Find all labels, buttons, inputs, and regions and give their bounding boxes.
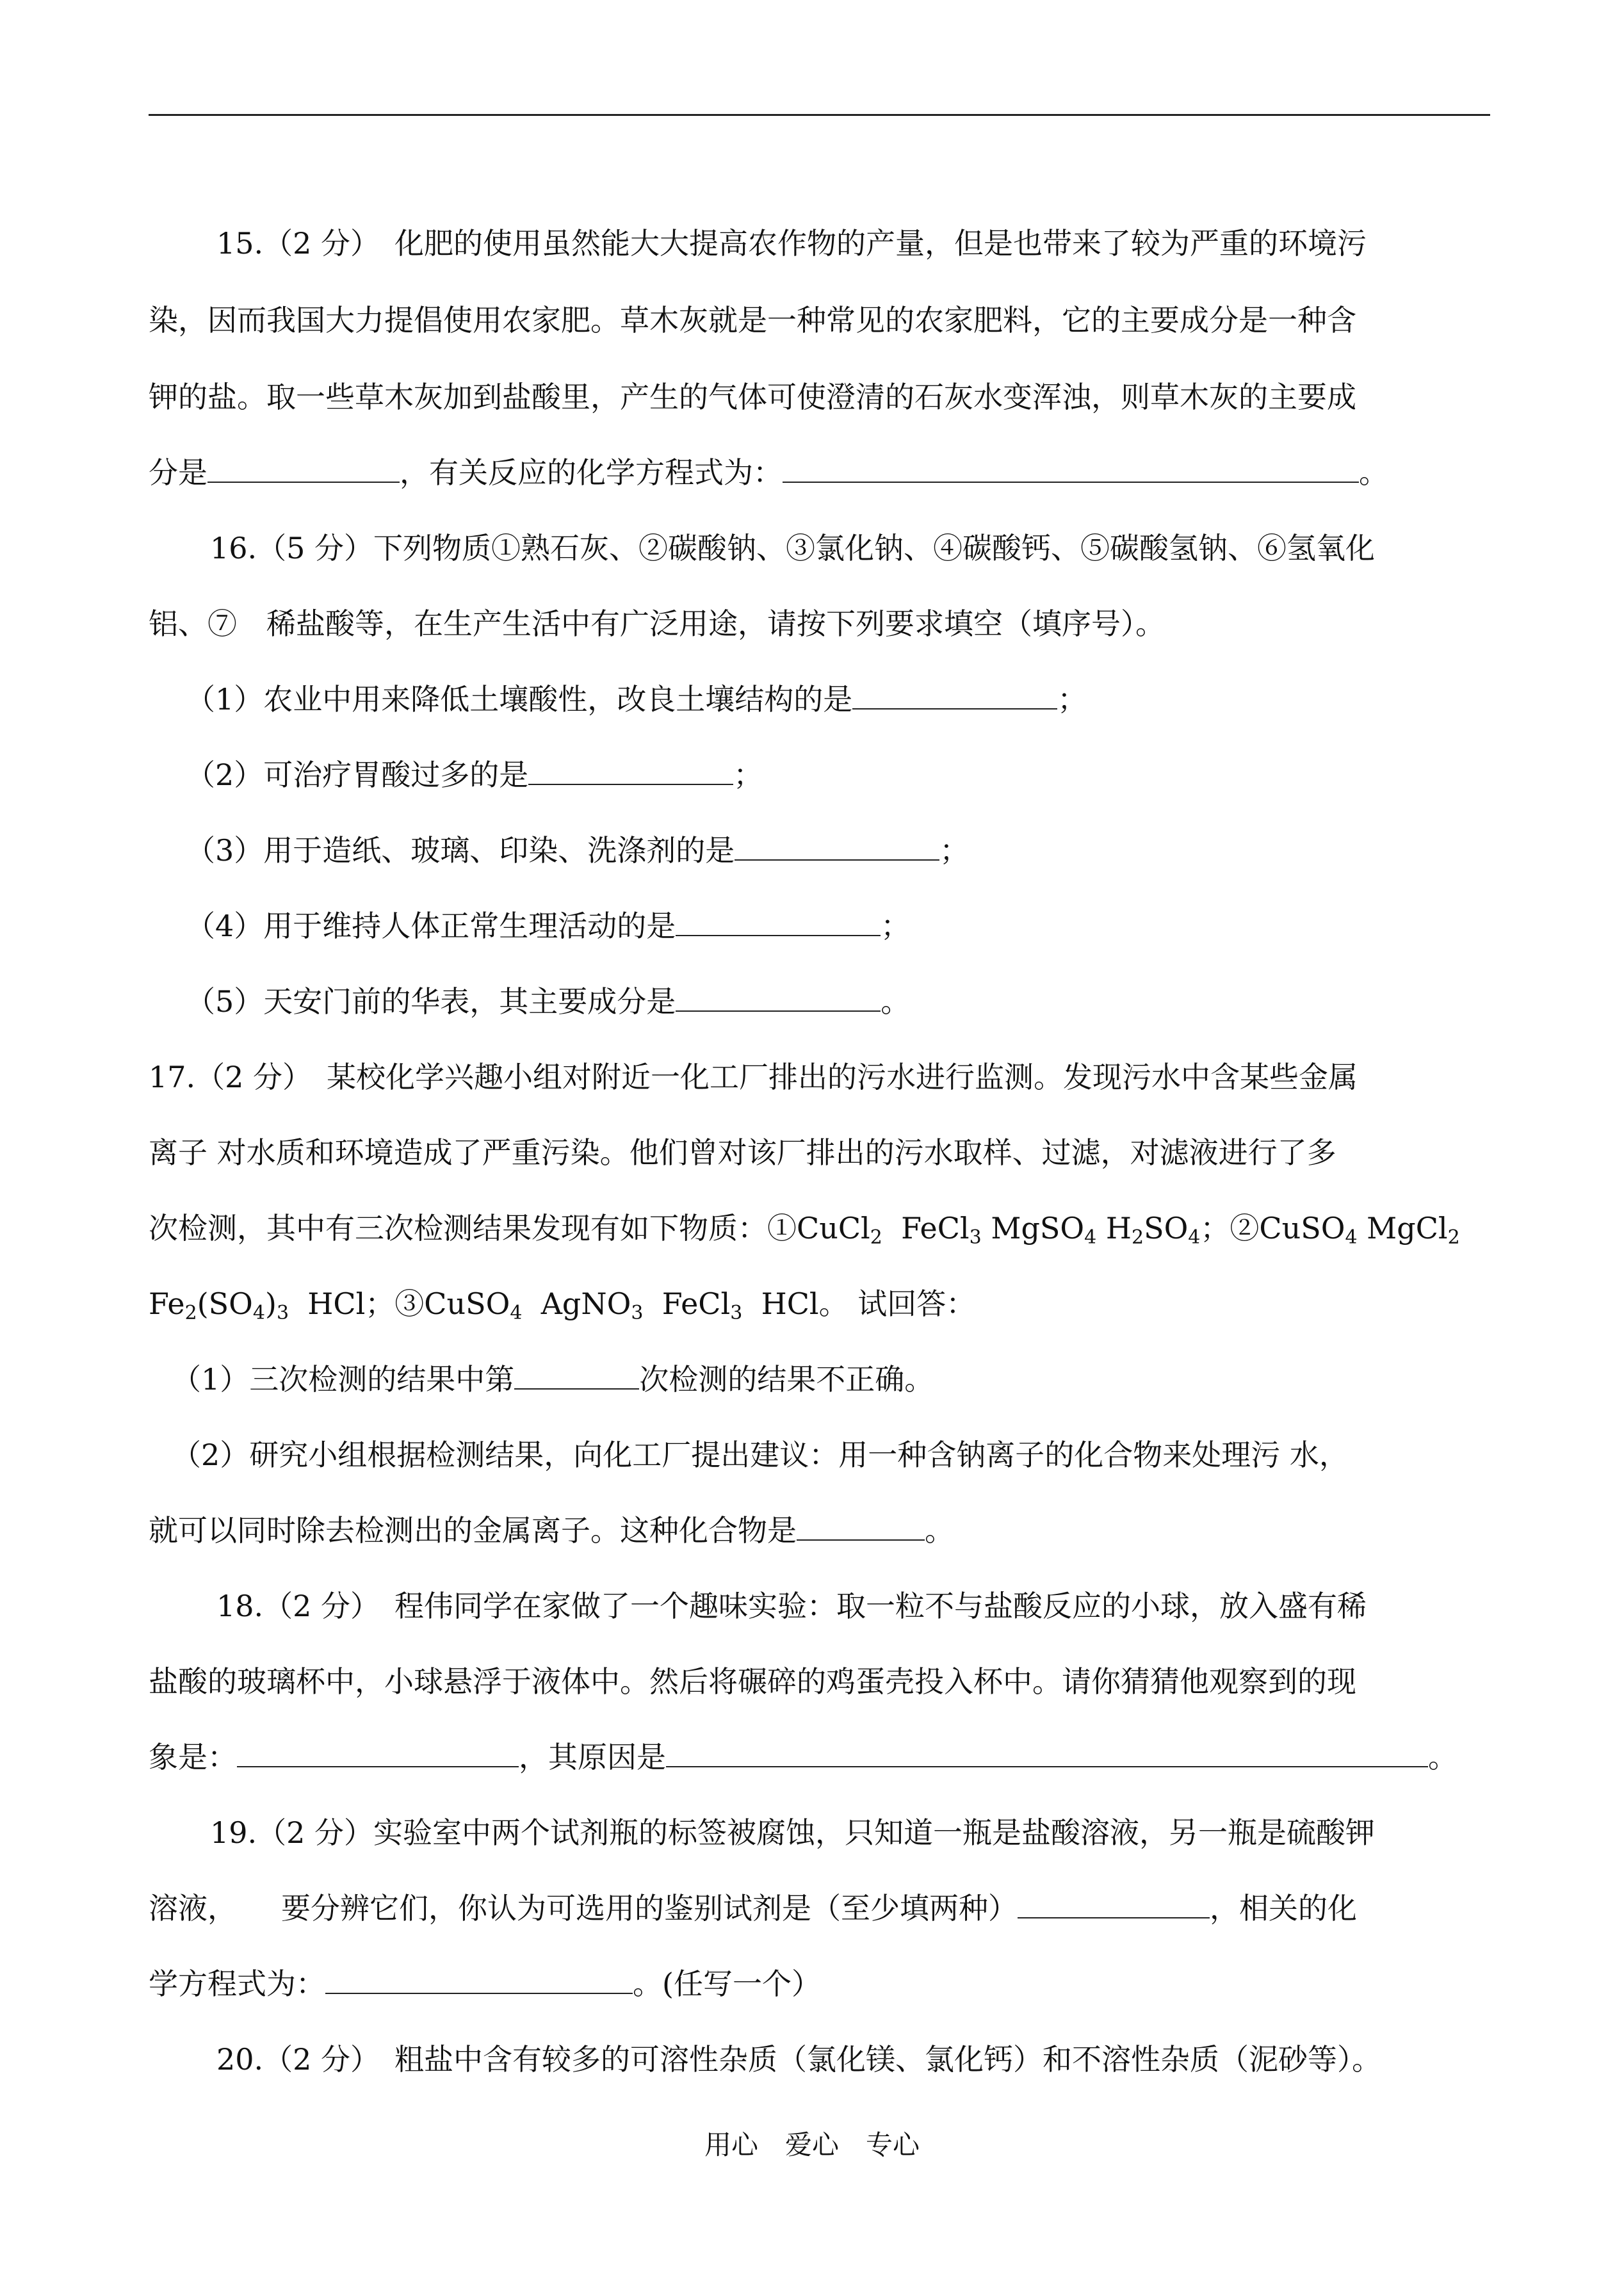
answer-blank[interactable]	[676, 909, 881, 936]
answer-blank[interactable]	[325, 1967, 633, 1994]
q19-line-2-text: 溶液， 要分辨它们，你认为可选用的鉴别试剂是（至少填两种）	[149, 1891, 1018, 1926]
q17-line-4	[149, 1285, 975, 1323]
answer-blank[interactable]	[783, 456, 1359, 483]
q18-line-2: 盐酸的玻璃杯中，小球悬浮于液体中。然后将碾碎的鸡蛋壳投入杯中。请你猜猜他观察到的现	[149, 1664, 1356, 1699]
q15-line-4-text-c: 。	[1359, 455, 1388, 490]
formula-fe2so43-fe: Fe	[149, 1286, 185, 1321]
q19-line-3-end: 。(任写一个）	[633, 1967, 821, 2001]
formula-cuso4: ；②CuSO	[1200, 1211, 1345, 1245]
q17-line-3	[149, 1209, 1460, 1247]
q16-item-2-end: ；	[733, 758, 763, 792]
q16-item-2-text: （2）可治疗胃酸过多的是	[186, 758, 529, 792]
q15-line-4	[149, 453, 1388, 492]
q16-item-5-end: 。	[881, 984, 911, 1019]
q17-item-1-end: 次检测的结果不正确。	[639, 1362, 934, 1397]
formula-h2so4-h: H	[1105, 1211, 1132, 1245]
q17-item-2: （2）研究小组根据检测结果，向化工厂提出建议：用一种含钠离子的化合物来处理污 水，	[172, 1438, 1349, 1472]
subscript: 4	[1084, 1226, 1097, 1249]
answer-blank[interactable]	[528, 758, 733, 785]
q15-line-4-text-a: 分是	[149, 455, 207, 490]
subscript: 2	[1447, 1226, 1460, 1249]
q19-line-3	[149, 1965, 821, 2003]
subscript: 3	[969, 1226, 982, 1249]
answer-blank[interactable]	[207, 456, 400, 483]
answer-blank[interactable]	[1018, 1892, 1210, 1918]
q16-item-2	[186, 756, 763, 794]
q16-item-3-text: （3）用于造纸、玻璃、印染、洗涤剂的是	[186, 833, 735, 868]
answer-blank[interactable]	[735, 834, 939, 861]
subscript: 4	[252, 1302, 265, 1324]
q15-line-1: 15.（2 分） 化肥的使用虽然能大大提高农作物的产量，但是也带来了较为严重的环境污	[216, 226, 1367, 261]
q16-item-5	[186, 982, 910, 1021]
q16-item-1-text: （1）农业中用来降低土壤酸性，改良土壤结构的是	[186, 682, 853, 717]
formula-h2so4-so: SO	[1144, 1211, 1189, 1245]
subscript: 2	[870, 1226, 882, 1249]
q16-line-1: 16.（5 分）下列物质①熟石灰、②碳酸钠、③氯化钠、④碳酸钙、⑤碳酸氢钠、⑥氢氧化	[210, 531, 1376, 565]
subscript: 2	[184, 1302, 197, 1324]
q16-item-4	[186, 907, 910, 945]
q19-line-2-end: ，相关的化	[1210, 1891, 1357, 1926]
subscript: 3	[730, 1302, 743, 1324]
q18-line-3	[149, 1738, 1458, 1776]
q18-line-3-text-b: ，其原因是	[519, 1740, 666, 1774]
formula-fe2so43-paren: )	[264, 1286, 277, 1321]
formula-fe2so43-so: (SO	[197, 1286, 253, 1321]
q17-item-2-text: 就可以同时除去检测出的金属离子。这种化合物是	[149, 1513, 797, 1548]
q17-item-1	[172, 1360, 934, 1399]
q16-item-4-text: （4）用于维持人体正常生理活动的是	[186, 909, 676, 943]
q17-item-2-cont	[149, 1511, 954, 1550]
q15-line-4-text-b: ，有关反应的化学方程式为：	[400, 455, 783, 490]
q18-line-3-text-a: 象是：	[149, 1740, 237, 1774]
formula-mgcl2: MgCl	[1367, 1211, 1448, 1245]
q16-item-3	[186, 831, 969, 870]
header-rule	[149, 114, 1490, 116]
subscript: 4	[1188, 1226, 1201, 1249]
page-footer: 用心 爱心 专心	[704, 2129, 920, 2161]
formula-mgso4: MgSO	[991, 1211, 1085, 1245]
formula-hcl-end: HCl。 试回答：	[761, 1286, 976, 1321]
q15-line-3: 钾的盐。取一些草木灰加到盐酸里，产生的气体可使澄清的石灰水变浑浊，则草木灰的主要成	[149, 380, 1356, 414]
q18-line-3-text-c: 。	[1428, 1740, 1458, 1774]
subscript: 4	[510, 1302, 523, 1324]
q19-line-2	[149, 1889, 1357, 1927]
answer-blank[interactable]	[852, 683, 1057, 710]
formula-hcl-cuso4: HCl；③CuSO	[307, 1286, 510, 1321]
q16-item-5-text: （5）天安门前的华表，其主要成分是	[186, 984, 676, 1019]
q15-line-2: 染，因而我国大力提倡使用农家肥。草木灰就是一种常见的农家肥料，它的主要成分是一种含	[149, 303, 1356, 337]
q16-item-4-end: ；	[881, 909, 911, 943]
q17-item-1-text: （1）三次检测的结果中第	[172, 1362, 515, 1397]
answer-blank[interactable]	[676, 985, 881, 1012]
q19-line-3-text: 学方程式为：	[149, 1967, 325, 2001]
subscript: 2	[1131, 1226, 1144, 1249]
q16-line-2: 铝、⑦ 稀盐酸等，在生产生活中有广泛用途，请按下列要求填空（填序号）。	[149, 606, 1165, 641]
formula-fecl3: FeCl	[662, 1286, 731, 1321]
formula-agno3: AgNO	[540, 1286, 631, 1321]
formula-fecl3: FeCl	[901, 1211, 970, 1245]
q17-item-2-end: 。	[925, 1513, 954, 1548]
answer-blank[interactable]	[237, 1740, 519, 1767]
q17-line-2: 离子 对水质和环境造成了严重污染。他们曾对该厂排出的污水取样、过滤，对滤液进行了多	[149, 1135, 1336, 1170]
q17-line-1: 17.（2 分） 某校化学兴趣小组对附近一化工厂排出的污水进行监测。发现污水中含某些金属	[149, 1060, 1358, 1094]
q16-item-1-end: ；	[1057, 682, 1087, 717]
answer-blank[interactable]	[514, 1363, 639, 1390]
answer-blank[interactable]	[797, 1514, 925, 1541]
subscript: 3	[631, 1302, 644, 1324]
subscript: 4	[1345, 1226, 1358, 1249]
q16-item-3-end: ；	[939, 833, 970, 868]
q16-item-1	[186, 680, 1087, 718]
q18-line-1: 18.（2 分） 程伟同学在家做了一个趣味实验：取一粒不与盐酸反应的小球，放入盛有稀	[216, 1589, 1367, 1623]
subscript: 3	[276, 1302, 289, 1324]
answer-blank[interactable]	[666, 1740, 1428, 1767]
q17-line-3-text: 次检测，其中有三次检测结果发现有如下物质：①CuCl	[149, 1211, 870, 1245]
q20-line-1: 20.（2 分） 粗盐中含有较多的可溶性杂质（氯化镁、氯化钙）和不溶性杂质（泥砂等）。	[216, 2042, 1382, 2077]
q19-line-1: 19.（2 分）实验室中两个试剂瓶的标签被腐蚀，只知道一瓶是盐酸溶液，另一瓶是硫酸钾	[210, 1815, 1376, 1850]
